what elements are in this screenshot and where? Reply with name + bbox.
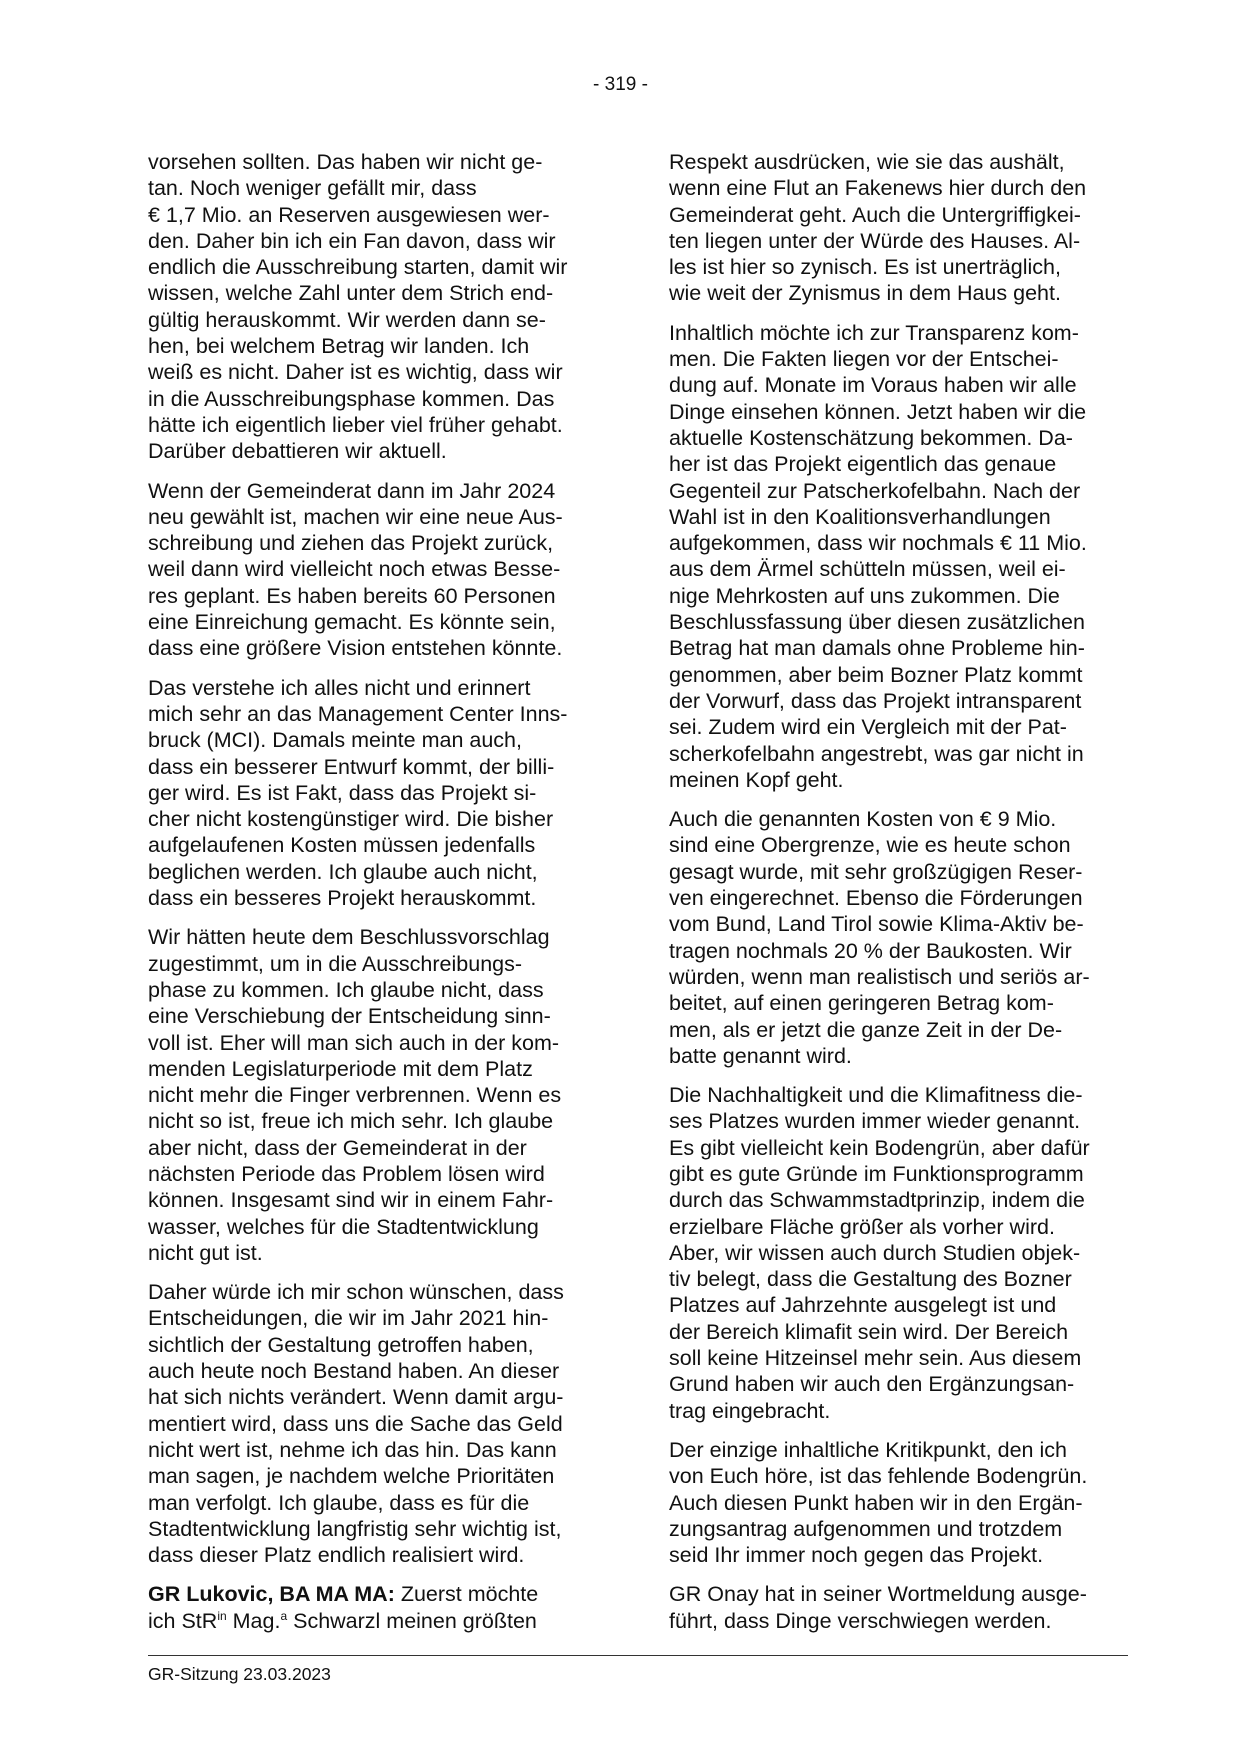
text-line: dass ein besseres Projekt herauskommt. bbox=[148, 886, 537, 911]
text-line: tan. Noch weniger gefällt mir, dass bbox=[148, 176, 477, 201]
text-line: hen, bei welchem Betrag wir landen. Ich bbox=[148, 334, 530, 359]
text-line: man sagen, je nachdem welche Prioritäten bbox=[148, 1464, 555, 1489]
text-line: man verfolgt. Ich glaube, dass es für die bbox=[148, 1490, 530, 1515]
speaker-line-2 bbox=[148, 1608, 608, 1634]
text-line: nicht wert ist, nehme ich das hin. Das kann bbox=[148, 1437, 557, 1462]
text-line: tragen nochmals 20 % der Baukosten. Wir bbox=[669, 938, 1072, 963]
paragraph bbox=[669, 1082, 1130, 1424]
text-line: Dinge einsehen können. Jetzt haben wir die bbox=[669, 399, 1087, 424]
text-line: hätte ich eigentlich lieber viel früher gehabt. bbox=[148, 412, 563, 437]
text-line: wissen, welche Zahl unter dem Strich end- bbox=[148, 281, 554, 306]
text-line: Respekt ausdrücken, wie sie das aushält, bbox=[669, 150, 1065, 174]
text-line: genommen, aber beim Bozner Platz kommt bbox=[669, 662, 1083, 687]
text-line: der Bereich klimafit sein wird. Der Bereich bbox=[669, 1319, 1069, 1344]
text-line: Beschlussfassung über diesen zusätzlichen bbox=[669, 610, 1085, 635]
text-line: res geplant. Es haben bereits 60 Personen bbox=[148, 583, 556, 608]
page-number: - 319 - bbox=[593, 74, 648, 95]
text-line: den. Daher bin ich ein Fan davon, dass wir bbox=[148, 228, 556, 253]
paragraph bbox=[148, 478, 608, 662]
text-line: der Vorwurf, dass das Projekt intransparent bbox=[669, 688, 1082, 713]
text-line: führt, dass Dinge verschwiegen werden. bbox=[669, 1608, 1052, 1633]
text-line: cher nicht kostengünstiger wird. Die bisher bbox=[148, 807, 554, 832]
superscript-a: a bbox=[280, 1608, 288, 1623]
paragraph bbox=[669, 806, 1130, 1069]
text-line: her ist das Projekt eigentlich das genaue bbox=[669, 452, 1057, 477]
text-line: aktuelle Kostenschätzung bekommen. Da- bbox=[669, 425, 1073, 450]
paragraph bbox=[148, 149, 608, 465]
text-line: Betrag hat man damals ohne Probleme hin- bbox=[669, 636, 1085, 661]
text-line: Aber, wir wissen auch durch Studien objek- bbox=[669, 1240, 1081, 1265]
text-line: Platzes auf Jahrzehnte ausgelegt ist und bbox=[669, 1293, 1057, 1318]
text-line: aufgelaufenen Kosten müssen jedenfalls bbox=[148, 833, 536, 858]
right-paragraphs bbox=[669, 149, 1130, 1634]
text-line: les ist hier so zynisch. Es ist unerträglich, bbox=[669, 255, 1061, 280]
text-line: Daher würde ich mir schon wünschen, dass bbox=[148, 1280, 564, 1305]
text-line: Auch diesen Punkt haben wir in den Ergän- bbox=[669, 1490, 1083, 1515]
text-line: hat sich nichts verändert. Wenn damit argu- bbox=[148, 1385, 564, 1410]
text-line: meinen Kopf geht. bbox=[669, 767, 844, 792]
text-line: ses Platzes wurden immer wieder genannt. bbox=[669, 1109, 1081, 1134]
text-line: dass eine größere Vision entstehen könnte. bbox=[148, 636, 563, 661]
speaker-line-2-text-c: Schwarzl meinen größten bbox=[287, 1608, 537, 1633]
text-line: phase zu kommen. Ich glaube nicht, dass bbox=[148, 977, 544, 1002]
text-line: erzielbare Fläche größer als vorher wird. bbox=[669, 1214, 1055, 1239]
text-line: trag eingebracht. bbox=[669, 1398, 831, 1423]
text-line: zugestimmt, um in die Ausschreibungs- bbox=[148, 951, 523, 976]
text-line: gültig herauskommt. Wir werden dann se- bbox=[148, 307, 546, 332]
text-line: Wenn der Gemeinderat dann im Jahr 2024 bbox=[148, 478, 556, 503]
text-line: Auch die genannten Kosten von € 9 Mio. bbox=[669, 807, 1057, 832]
speaker-line-2-text-a: ich StR bbox=[148, 1608, 218, 1633]
text-line: zungsantrag aufgenommen und trotzdem bbox=[669, 1516, 1063, 1541]
text-line: beitet, auf einen geringeren Betrag kom- bbox=[669, 991, 1054, 1016]
text-line: nicht so ist, freue ich mich sehr. Ich glaube bbox=[148, 1109, 554, 1134]
paragraph bbox=[148, 675, 608, 912]
text-line: tiv belegt, dass die Gestaltung des Bozner bbox=[669, 1267, 1072, 1292]
right-column bbox=[669, 149, 1130, 1647]
text-line: von Euch höre, ist das fehlende Bodengrün. bbox=[669, 1464, 1088, 1489]
text-line: Stadtentwicklung langfristig sehr wichtig ist, bbox=[148, 1516, 562, 1541]
speaker-name: GR Lukovic, BA MA MA: bbox=[148, 1582, 395, 1607]
text-line: sei. Zudem wird ein Vergleich mit der Pat- bbox=[669, 715, 1067, 740]
text-line: batte genannt wird. bbox=[669, 1043, 852, 1068]
footer-session-date: GR-Sitzung 23.03.2023 bbox=[148, 1664, 331, 1684]
text-line: Gegenteil zur Patscherkofelbahn. Nach der bbox=[669, 478, 1081, 503]
text-line: soll keine Hitzeinsel mehr sein. Aus diesem bbox=[669, 1346, 1082, 1371]
text-line: aus dem Ärmel schütteln müssen, weil ei- bbox=[669, 557, 1066, 582]
footer-divider bbox=[148, 1655, 1128, 1656]
paragraph bbox=[669, 149, 1130, 307]
text-line: men, als er jetzt die ganze Zeit in der De- bbox=[669, 1017, 1063, 1042]
paragraph bbox=[148, 1279, 608, 1568]
paragraph bbox=[669, 1581, 1130, 1634]
text-line: weil dann wird vielleicht noch etwas Besse- bbox=[148, 557, 561, 582]
text-line: ven eingerechnet. Ebenso die Förderungen bbox=[669, 886, 1083, 911]
text-line: können. Insgesamt sind wir in einem Fahr- bbox=[148, 1188, 554, 1213]
left-paragraphs bbox=[148, 149, 608, 1568]
text-line: mich sehr an das Management Center Inns- bbox=[148, 701, 568, 726]
superscript-in: in bbox=[217, 1608, 227, 1623]
text-line: vom Bund, Land Tirol sowie Klima-Aktiv be- bbox=[669, 912, 1084, 937]
text-line: vorsehen sollten. Das haben wir nicht ge- bbox=[148, 150, 543, 174]
text-line: Darüber debattieren wir aktuell. bbox=[148, 439, 447, 464]
text-line: men. Die Fakten liegen vor der Entschei- bbox=[669, 347, 1059, 372]
speaker-line-1-text: Zuerst möchte bbox=[394, 1582, 539, 1607]
text-line: nicht mehr die Finger verbrennen. Wenn es bbox=[148, 1083, 562, 1108]
text-line: aber nicht, dass der Gemeinderat in der bbox=[148, 1135, 527, 1160]
text-line: Wahl ist in den Koalitionsverhandlungen bbox=[669, 504, 1051, 529]
text-line: Der einzige inhaltliche Kritikpunkt, den ich bbox=[669, 1437, 1067, 1462]
text-line: GR Onay hat in seiner Wortmeldung ausge- bbox=[669, 1582, 1087, 1607]
text-line: durch das Schwammstadtprinzip, indem die bbox=[669, 1188, 1085, 1213]
text-line: wenn eine Flut an Fakenews hier durch den bbox=[669, 176, 1087, 201]
text-line: nicht gut ist. bbox=[148, 1240, 263, 1265]
text-line: mentiert wird, dass uns die Sache das Geld bbox=[148, 1411, 563, 1436]
speaker-line-1 bbox=[148, 1581, 608, 1607]
text-line: dass ein besserer Entwurf kommt, der billi- bbox=[148, 754, 555, 779]
text-line: neu gewählt ist, machen wir eine neue Aus- bbox=[148, 504, 563, 529]
text-line: seid Ihr immer noch gegen das Projekt. bbox=[669, 1543, 1044, 1568]
text-line: wie weit der Zynismus in dem Haus geht. bbox=[669, 281, 1061, 306]
text-line: weiß es nicht. Daher ist es wichtig, dass wir bbox=[148, 360, 563, 385]
text-line: gibt es gute Gründe im Funktionsprogramm bbox=[669, 1161, 1084, 1186]
text-line: ten liegen unter der Würde des Hauses. Al- bbox=[669, 228, 1081, 253]
text-line: eine Einreichung gemacht. Es könnte sein, bbox=[148, 610, 556, 635]
left-column bbox=[148, 149, 608, 1647]
text-line: Das verstehe ich alles nicht und erinnert bbox=[148, 675, 531, 700]
text-line: Inhaltlich möchte ich zur Transparenz kom- bbox=[669, 320, 1079, 345]
text-line: nige Mehrkosten auf uns zukommen. Die bbox=[669, 583, 1060, 608]
text-line: bruck (MCI). Damals meinte man auch, bbox=[148, 728, 522, 753]
text-line: wasser, welches für die Stadtentwicklung bbox=[148, 1214, 539, 1239]
text-line: Wir hätten heute dem Beschlussvorschlag bbox=[148, 925, 550, 950]
text-line: Es gibt vielleicht kein Bodengrün, aber dafür bbox=[669, 1135, 1090, 1160]
text-line: sind eine Obergrenze, wie es heute schon bbox=[669, 833, 1071, 858]
text-line: würden, wenn man realistisch und seriös ar- bbox=[669, 964, 1090, 989]
paragraph bbox=[148, 924, 608, 1266]
text-line: Gemeinderat geht. Auch die Untergriffigkei- bbox=[669, 202, 1081, 227]
text-line: Die Nachhaltigkeit und die Klimafitness die- bbox=[669, 1083, 1083, 1108]
text-line: scherkofelbahn angestrebt, was gar nicht in bbox=[669, 741, 1084, 766]
text-line: dung auf. Monate im Voraus haben wir alle bbox=[669, 373, 1077, 398]
paragraph bbox=[669, 320, 1130, 793]
text-line: sichtlich der Gestaltung getroffen haben, bbox=[148, 1332, 534, 1357]
speaker-line-2-text-b: Mag. bbox=[226, 1608, 281, 1633]
text-line: € 1,7 Mio. an Reserven ausgewiesen wer- bbox=[148, 202, 550, 227]
text-line: Grund haben wir auch den Ergänzungsan- bbox=[669, 1372, 1075, 1397]
text-line: beglichen werden. Ich glaube auch nicht, bbox=[148, 859, 538, 884]
text-line: gesagt wurde, mit sehr großzügigen Reser- bbox=[669, 859, 1083, 884]
paragraph bbox=[669, 1437, 1130, 1568]
text-line: in die Ausschreibungsphase kommen. Das bbox=[148, 386, 555, 411]
text-line: endlich die Ausschreibung starten, damit wir bbox=[148, 255, 568, 280]
text-line: dass dieser Platz endlich realisiert wird. bbox=[148, 1543, 525, 1568]
text-line: schreibung und ziehen das Projekt zurück, bbox=[148, 531, 554, 556]
text-line: ger wird. Es ist Fakt, dass das Projekt si- bbox=[148, 780, 537, 805]
text-line: nächsten Periode das Problem lösen wird bbox=[148, 1161, 545, 1186]
speaker-paragraph bbox=[148, 1581, 608, 1634]
text-line: menden Legislaturperiode mit dem Platz bbox=[148, 1056, 533, 1081]
text-line: aufgekommen, dass wir nochmals € 11 Mio. bbox=[669, 531, 1087, 556]
text-line: voll ist. Eher will man sich auch in der kom- bbox=[148, 1030, 560, 1055]
text-line: eine Verschiebung der Entscheidung sinn- bbox=[148, 1004, 551, 1029]
text-line: Entscheidungen, die wir im Jahr 2021 hin- bbox=[148, 1306, 549, 1331]
text-line: auch heute noch Bestand haben. An dieser bbox=[148, 1359, 560, 1384]
